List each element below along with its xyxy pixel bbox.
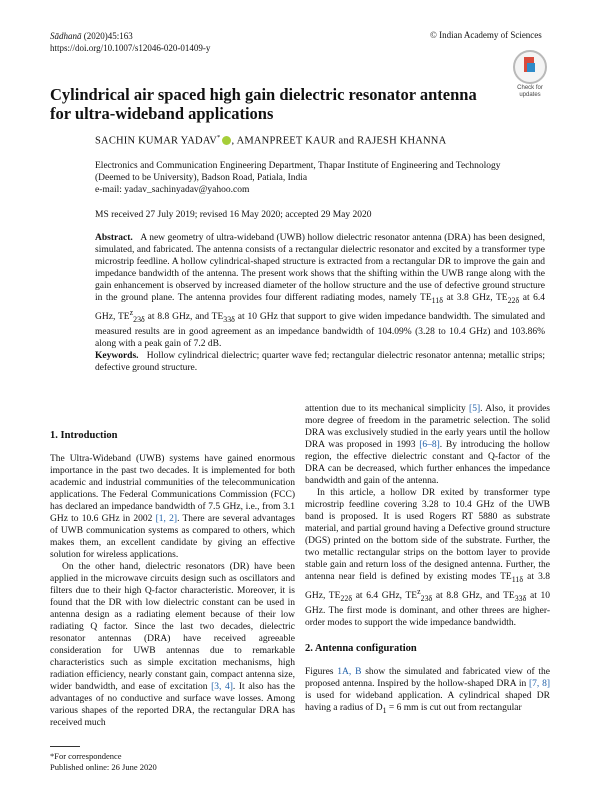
paragraph-text: In this article, a hollow DR exited by transformer type microstrip feedline covering 3.28 to 10.4 GHz of the UWB band is proposed. It is used Rogers RT 5880 as substrate material, and partial ground having a Defective ground structure (DGS) printed on the bottom side of the substrate. Further, the two metallic rectangular strips on the bottom layer to provide stable gain and return loss of the designed antenna. Further, the antenna near field is defined by existing modes TE xyxy=(305,488,550,582)
abstract xyxy=(95,232,545,350)
paragraph-text: . Also, it provides more degree of freedom in the parametric selection. The solid DRA was exclusively studied in the early years until the hollow DRA was proposed in 1993 xyxy=(305,404,551,450)
paper-title: Cylindrical air spaced high gain dielectric resonator antenna for ultra-wideband applications xyxy=(50,85,477,123)
citation-link[interactable]: [1, 2] xyxy=(155,514,178,524)
mode-superscript: z xyxy=(417,586,421,596)
abstract-text: at 10 GHz that support to give widen impedance bandwidth. The simulated and measured results are in good agreement as an impedance bandwidth of 104.09% (3.28 to 10.4 GHz) and 103.86% along with a peak gain of 7.2 dB. xyxy=(95,312,545,349)
subscript: 1 xyxy=(382,705,387,715)
paragraph-text: . By introducing the hollow region, the effective dielectric constant and Q-factor of the DRA can be decreased, which further enhances the impedance bandwidth and gain of the antenna. xyxy=(305,440,550,486)
author-email[interactable]: e-mail: yadav_sachinyadav@yahoo.com xyxy=(95,185,250,195)
mode-superscript: z xyxy=(129,307,134,317)
journal-name: Sādhanā xyxy=(50,31,82,41)
author-rest: , AMANPREET KAUR and RAJESH KHANNA xyxy=(231,135,447,147)
keywords-label: Keywords. xyxy=(95,351,139,361)
paragraph-text: attention due to its mechanical simplicity xyxy=(305,404,470,414)
badge-line2: updates xyxy=(519,92,541,98)
published-date: Published online: 26 June 2020 xyxy=(50,762,157,772)
mode-subscript: 33δ xyxy=(223,314,235,324)
running-header xyxy=(50,30,210,54)
paragraph-text: at 3.8 GHz, TE xyxy=(305,572,551,602)
paragraph-text: The Ultra-Wideband (UWB) systems have gained enormous importance in the past two decades. It is implemented for both academic and industrial communities of the telecommunication applications. The Federal Communications Commission (FCC) has declared an impedance bandwidth of 7.5 GHz, i.e., from 3.1 GHz to 10.6 GHz in 2002 xyxy=(50,454,295,524)
paragraph-text: show the simulated and fabricated view of the proposed antenna. Inspired by the hollow-shaped DRA in xyxy=(305,666,551,689)
paragraph xyxy=(50,453,295,561)
figure-link[interactable]: 1A, B xyxy=(337,666,362,677)
paragraph-text: at 10 GHz. The first mode is dominant, and other threes are higher-order modes to support the wide impedance bandwidth. xyxy=(305,591,551,628)
keywords xyxy=(95,350,545,374)
paragraph-text: . There are several advantages of UWB communication systems as compared to others, which makes them, an excellent candidate by giving an effective solution for wireless applications. xyxy=(50,514,296,560)
check-for-updates-badge[interactable] xyxy=(510,50,550,99)
mode-subscript: 23δ xyxy=(420,593,433,603)
affiliation-line2: (Deemed to be University), Badson Road, Patiala, India xyxy=(95,173,308,183)
mode-subscript: 23δ xyxy=(133,314,145,324)
badge-line1: Check for xyxy=(517,85,543,91)
abstract-text: A new geometry of ultra-wideband (UWB) hollow dielectric resonator antenna (DRA) has been designed, simulated, and fabricated. The antenna consists of a rectangular dielectric resonator and excited by a transformer type microstrip feedline. A hollow cylindrical-shaped structure is extracted from a rectangular DR to improve the gain and impedance bandwidth of the antenna. The present work shows that the shifting within the UWB range along with the gain enhancement is observed by increased diameter of the hollow structure and the use of defective ground structure in the ground plane. The antenna provides four different radiating modes, namely TE xyxy=(95,233,546,303)
citation-link[interactable]: [7, 8] xyxy=(529,678,550,689)
mode-subscript: 11δ xyxy=(431,295,444,305)
column-right xyxy=(305,403,550,717)
abstract-text: at 6.4 GHz, TE xyxy=(95,293,545,323)
paragraph-text: is used for wideband application. A cylindrical shaped DR having a radius of D xyxy=(305,690,550,713)
publisher-label: © Indian Academy of Sciences xyxy=(430,30,542,40)
check-updates-icon xyxy=(513,50,547,84)
paragraph-text: = 6 mm is cut out from rectangular xyxy=(386,702,522,713)
orcid-icon[interactable] xyxy=(222,136,231,145)
footnote-divider xyxy=(50,746,80,747)
citation-link[interactable]: [6–8] xyxy=(419,440,440,450)
abstract-text: at 8.8 GHz, and TE xyxy=(144,312,224,323)
citation-link[interactable]: [3, 4] xyxy=(211,682,233,692)
mode-subscript: 11δ xyxy=(511,574,524,584)
paragraph xyxy=(305,666,550,717)
correspondence-note: *For correspondence xyxy=(50,751,122,761)
keywords-text: Hollow cylindrical dielectric; quarter wave fed; rectangular dielectric resonator antenna; metallic strips; defective ground structure. xyxy=(95,351,546,373)
affiliation-line1: Electronics and Communication Engineering Department, Thapar Institute of Engineering and Technology xyxy=(95,161,501,171)
doi-link[interactable]: https://doi.org/10.1007/s12046-020-01409-y xyxy=(50,43,211,53)
citation-link[interactable]: [5] xyxy=(469,404,481,414)
mode-subscript: 22δ xyxy=(340,593,353,603)
footnote xyxy=(50,751,157,773)
section-heading-introduction: 1. Introduction xyxy=(50,430,118,441)
mode-subscript: 22δ xyxy=(507,295,520,305)
mode-subscript: 33δ xyxy=(514,593,527,603)
paragraph-text: at 6.4 GHz, TE xyxy=(352,591,418,602)
paragraph xyxy=(305,487,550,629)
paragraph-text: On the other hand, dielectric resonators (DR) have been applied in the microwave circuits design such as oscillators and filters due to their high Q-factor characteristic. Moreover, it is found that the DR with low dielectric constant can be used in antenna design as a radiating element because of their low radiating Q factor. Since the last two decades, dielectric resonator antennas (DRA) have received agreeable consideration for UWB antennas due to remarkable characteristics such as simple excitation mechanisms, high radiation efficiency, nearly constant gain, compact antenna size, wider bandwidth, and ease of excitation xyxy=(50,562,295,692)
received-dates: MS received 27 July 2019; revised 16 May 2020; accepted 29 May 2020 xyxy=(95,210,372,220)
paragraph-text: . It also has the advantages of no conductive and surface wave losses. Among various shapes of the reported DRA, the rectangular DRA has received much xyxy=(50,682,295,728)
section-heading-antenna-configuration: 2. Antenna configuration xyxy=(305,642,417,654)
abstract-text: at 3.8 GHz, TE xyxy=(443,293,508,303)
affiliation xyxy=(95,160,545,196)
column-left xyxy=(50,430,295,729)
paragraph-text: at 8.8 GHz, and TE xyxy=(432,591,515,602)
paragraph xyxy=(50,561,295,729)
paragraph xyxy=(305,403,550,487)
author-1: SACHIN KUMAR YADAV xyxy=(95,135,218,147)
paragraph-text: Figures xyxy=(305,666,338,677)
abstract-label: Abstract. xyxy=(95,233,133,243)
corresponding-mark: * xyxy=(217,134,221,141)
journal-volume: (2020)45:163 xyxy=(83,31,133,41)
author-list xyxy=(95,134,446,147)
